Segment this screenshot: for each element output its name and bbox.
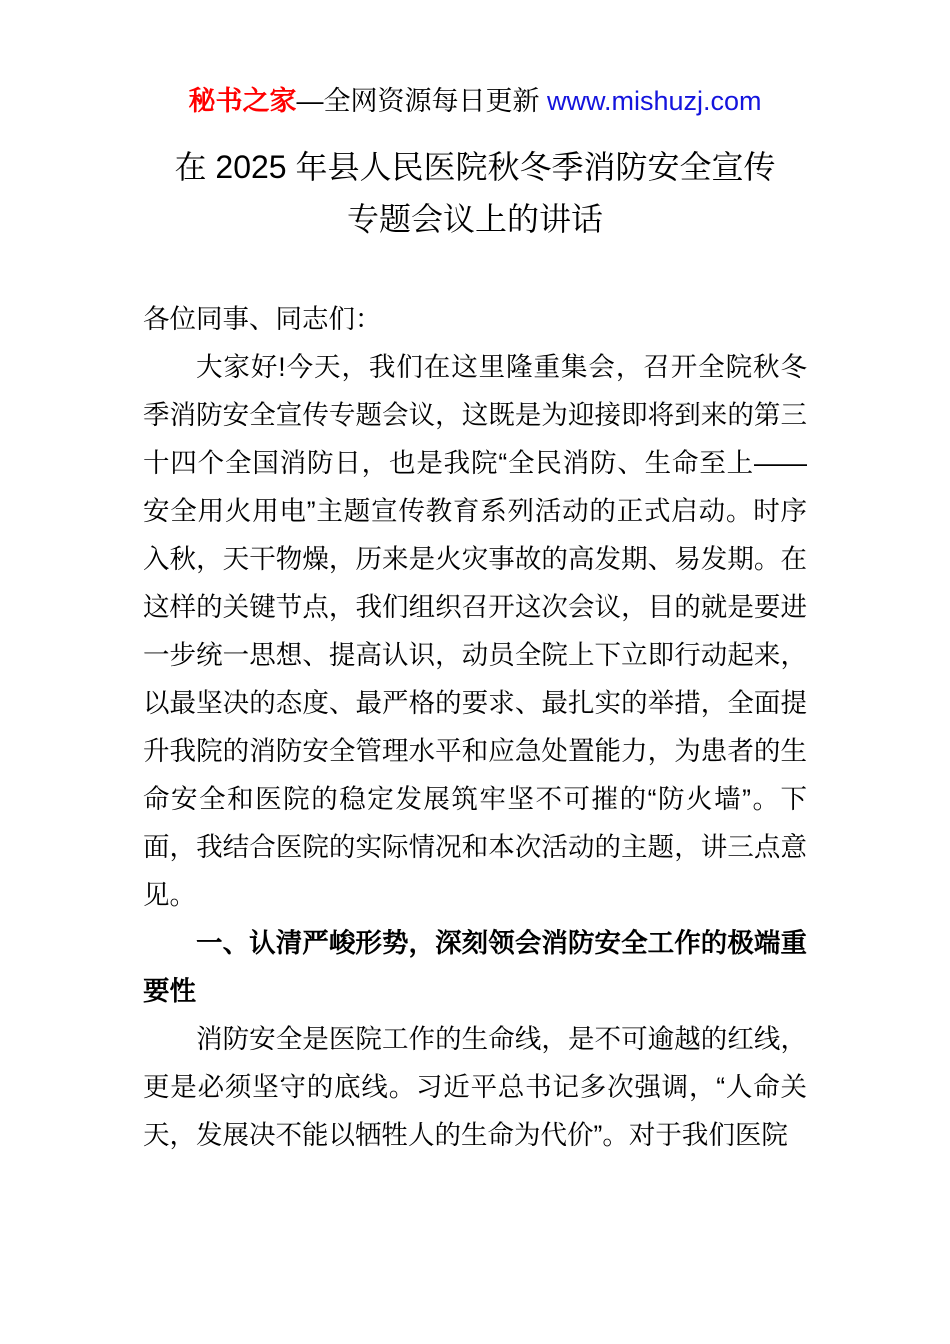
site-brand: 秘书之家: [188, 86, 297, 116]
document-title-line2: 专题会议上的讲话: [346, 201, 603, 237]
paragraph: 消防安全是医院工作的生命线，是不可逾越的红线，更是必须坚守的底线。习近平总书记多次强调，“人命关天，发展决不能以牺牲人的生命为代价”。对于我们医院: [143, 1024, 807, 1150]
document-body: [143, 295, 807, 1159]
salutation: 各位同事、同志们：: [143, 304, 382, 334]
site-watermark-header: [0, 0, 950, 116]
section-heading: 一、认清严峻形势，深刻领会消防安全工作的极端重要性: [143, 928, 807, 1006]
document-title-line1: 在 2025 年县人民医院秋冬季消防安全宣传: [174, 149, 776, 185]
paragraph-list: [143, 343, 807, 1159]
site-url-link[interactable]: www.mishuzj.com: [546, 86, 762, 116]
paragraph: 大家好!今天，我们在这里隆重集会，召开全院秋冬季消防安全宣传专题会议，这既是为迎接即将到来的第三十四个全国消防日，也是我院“全民消防、生命至上——安全用火用电”主题宣传教育系列活动的正式启动。时序入秋，天干物燥，历来是火灾事故的高发期、易发期。在这样的关键节点，我们组织召开这次会议，目的就是要进一步统一思想、提高认识，动员全院上下立即行动起来，以最坚决的态度、最严格的要求、最扎实的举措，全面提升我院的消防安全管理水平和应急处置能力，为患者的生命安全和医院的稳定发展筑牢坚不可摧的“防火墙”。下面，我结合医院的实际情况和本次活动的主题，讲三点意见。: [143, 352, 807, 910]
document-title: [0, 141, 950, 245]
site-tagline: —全网资源每日更新: [296, 86, 547, 116]
